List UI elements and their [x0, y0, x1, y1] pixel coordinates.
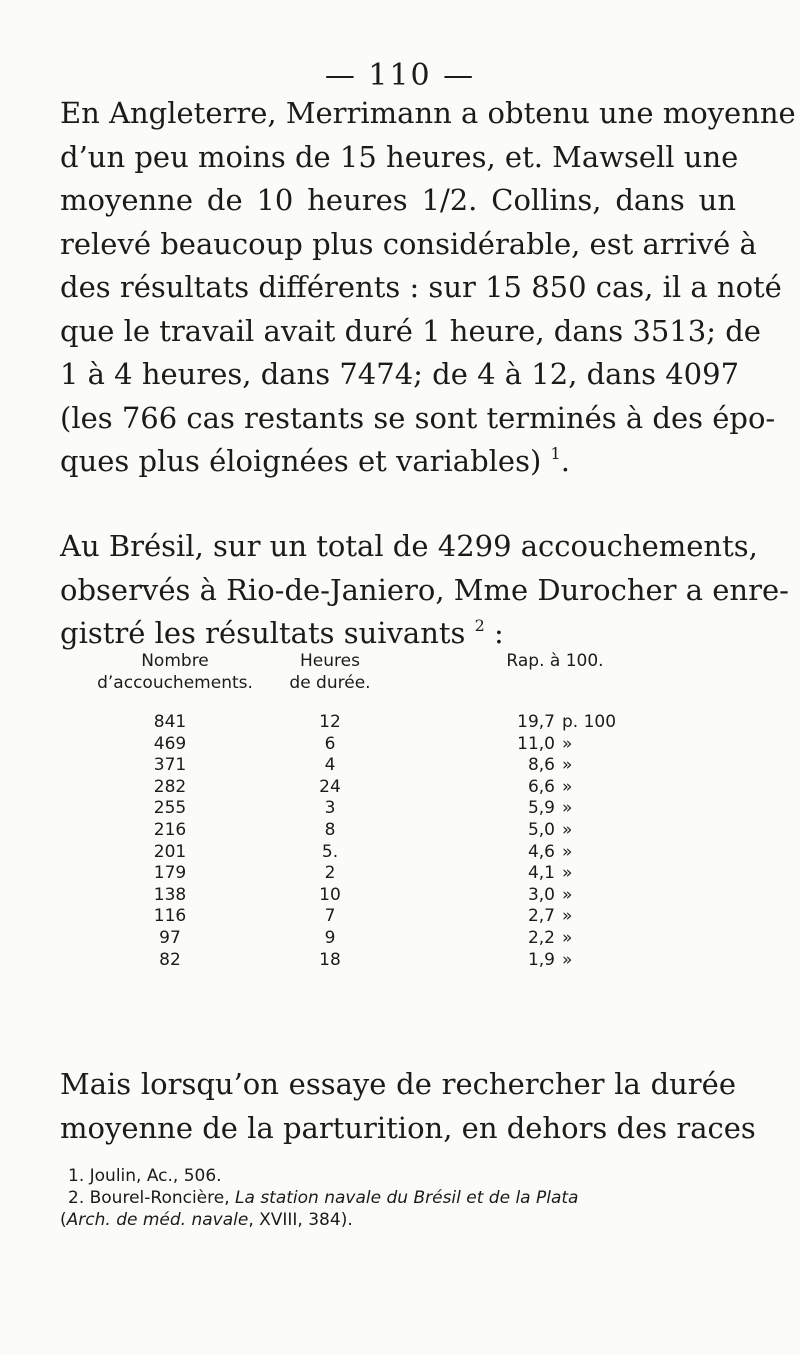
table-row [80, 712, 720, 734]
table-row [80, 777, 720, 799]
footnote-2-author: 2. Bourel-Roncière, [68, 1188, 236, 1208]
cell-hours: 18 [319, 949, 341, 970]
cell-count: 82 [159, 949, 181, 970]
cell-count: 97 [159, 927, 181, 948]
text-line: (les 766 cas restants se sont terminés à des épo- [60, 400, 776, 435]
cell-hours: 5. [321, 841, 339, 862]
cell-unit: » [562, 884, 573, 905]
cell-hours: 8 [324, 819, 336, 840]
footnote-2 [60, 1187, 740, 1209]
paragraph-collins [60, 92, 796, 484]
cell-hours: 10 [319, 884, 341, 905]
table-row [80, 820, 720, 842]
cell-hours: 2 [324, 863, 336, 884]
cell-count: 216 [153, 819, 187, 840]
footnote-ref: 1 [550, 444, 561, 463]
text-line: que le travail avait duré 1 heure, dans 3513; de [60, 313, 761, 348]
header-nombre-line2: d’accouchements. [97, 673, 253, 693]
text-line: moyenne de 10 heures 1/2. Collins, dans un [60, 183, 736, 217]
cell-hours: 24 [319, 776, 341, 797]
cell-rate: 4,1 [527, 863, 555, 884]
table-row [80, 885, 720, 907]
cell-hours: 6 [324, 733, 336, 754]
cell-hours: 3 [324, 798, 336, 819]
text-line: observés à Rio-de-Janiero, Mme Durocher a enre- [60, 572, 789, 607]
cell-rate: 19,7 [517, 712, 555, 732]
footnote-2-ref: , XVIII, 384). [248, 1210, 353, 1230]
cell-count: 282 [153, 776, 187, 797]
footnote-2-title: La station navale du Brésil et de la Plata [235, 1188, 579, 1208]
text-line: 1 à 4 heures, dans 7474; de 4 à 12, dans 4097 [60, 357, 740, 391]
cell-unit: » [562, 798, 573, 819]
cell-rate: 8,6 [527, 755, 555, 776]
cell-rate: 3,0 [527, 884, 555, 905]
footnote-ref: 2 [474, 616, 485, 635]
paragraph-bresil [60, 525, 789, 656]
punctuation: . [560, 444, 570, 478]
header-heures [250, 650, 410, 694]
cell-count: 179 [153, 863, 187, 884]
text-line: gistré les résultats suivants $^2$ : [60, 616, 504, 650]
table-row [80, 906, 720, 928]
cell-unit: » [562, 906, 573, 927]
cell-unit: » [562, 927, 573, 948]
cell-rate: 2,7 [527, 906, 555, 927]
cell-count: 138 [153, 884, 187, 905]
cell-count: 841 [153, 712, 187, 732]
text-line: Mais lorsqu’on essaye de rechercher la durée [60, 1067, 736, 1101]
cell-count: 371 [153, 755, 187, 776]
cell-hours: 4 [324, 755, 336, 776]
text-line: relevé beaucoup plus considérable, est arrivé à [60, 226, 757, 261]
table-row [80, 842, 720, 864]
table-row [80, 950, 720, 972]
cell-rate: 2,2 [527, 927, 555, 948]
footnote-1: 1. Joulin, Ac., 506. [68, 1166, 222, 1186]
cell-rate: 4,6 [527, 841, 555, 862]
cell-hours: 9 [324, 927, 336, 948]
paragraph-races [60, 1063, 756, 1150]
footnote-2-continued [60, 1209, 740, 1231]
cell-rate: 5,9 [527, 798, 555, 819]
cell-rate: 1,9 [527, 949, 555, 970]
text-line: d’un peu moins de 15 heures, et. Mawsell une [60, 139, 739, 174]
header-nombre [80, 650, 270, 694]
cell-hours: 7 [324, 906, 336, 927]
table-row [80, 928, 720, 950]
text-line: moyenne de la parturition, en dehors des races [60, 1110, 756, 1145]
cell-count: 255 [153, 798, 187, 819]
cell-rate: 11,0 [517, 733, 555, 754]
cell-rate: 6,6 [527, 776, 555, 797]
table-body [80, 712, 720, 971]
cell-unit: » [562, 733, 573, 754]
footnotes [60, 1165, 740, 1231]
punctuation: : [484, 616, 504, 650]
text-line: des résultats différents : sur 15 850 cas, il a noté [60, 270, 782, 304]
cell-unit: p. 100 [562, 712, 617, 732]
header-rapport: Rap. à 100. [506, 651, 604, 671]
header-heures-line2: de durée. [289, 673, 371, 693]
cell-rate: 5,0 [527, 819, 555, 840]
table-row [80, 798, 720, 820]
cell-unit: » [562, 776, 573, 797]
parturition-table [80, 650, 720, 971]
cell-unit: » [562, 841, 573, 862]
text-line: Au Brésil, sur un total de 4299 accouchements, [60, 529, 758, 563]
cell-hours: 12 [319, 712, 341, 732]
footnote-2-open: ( [60, 1210, 67, 1230]
cell-unit: » [562, 819, 573, 840]
text-line: ques plus éloignées et variables) $^1$. [60, 444, 570, 478]
cell-count: 469 [153, 733, 187, 754]
page-number: — 110 — [324, 58, 476, 93]
table-row [80, 734, 720, 756]
cell-unit: » [562, 755, 573, 776]
text-line: En Angleterre, Merrimann a obtenu une moyenne [60, 96, 796, 130]
cell-count: 201 [153, 841, 187, 862]
table-header [80, 650, 720, 702]
header-heures-line1: Heures [300, 651, 360, 671]
table-row [80, 755, 720, 777]
footnote-2-journal: Arch. de méd. navale [66, 1210, 249, 1230]
cell-count: 116 [153, 906, 187, 927]
header-nombre-line1: Nombre [141, 651, 209, 671]
table-row [80, 863, 720, 885]
cell-unit: » [562, 949, 573, 970]
cell-unit: » [562, 863, 573, 884]
